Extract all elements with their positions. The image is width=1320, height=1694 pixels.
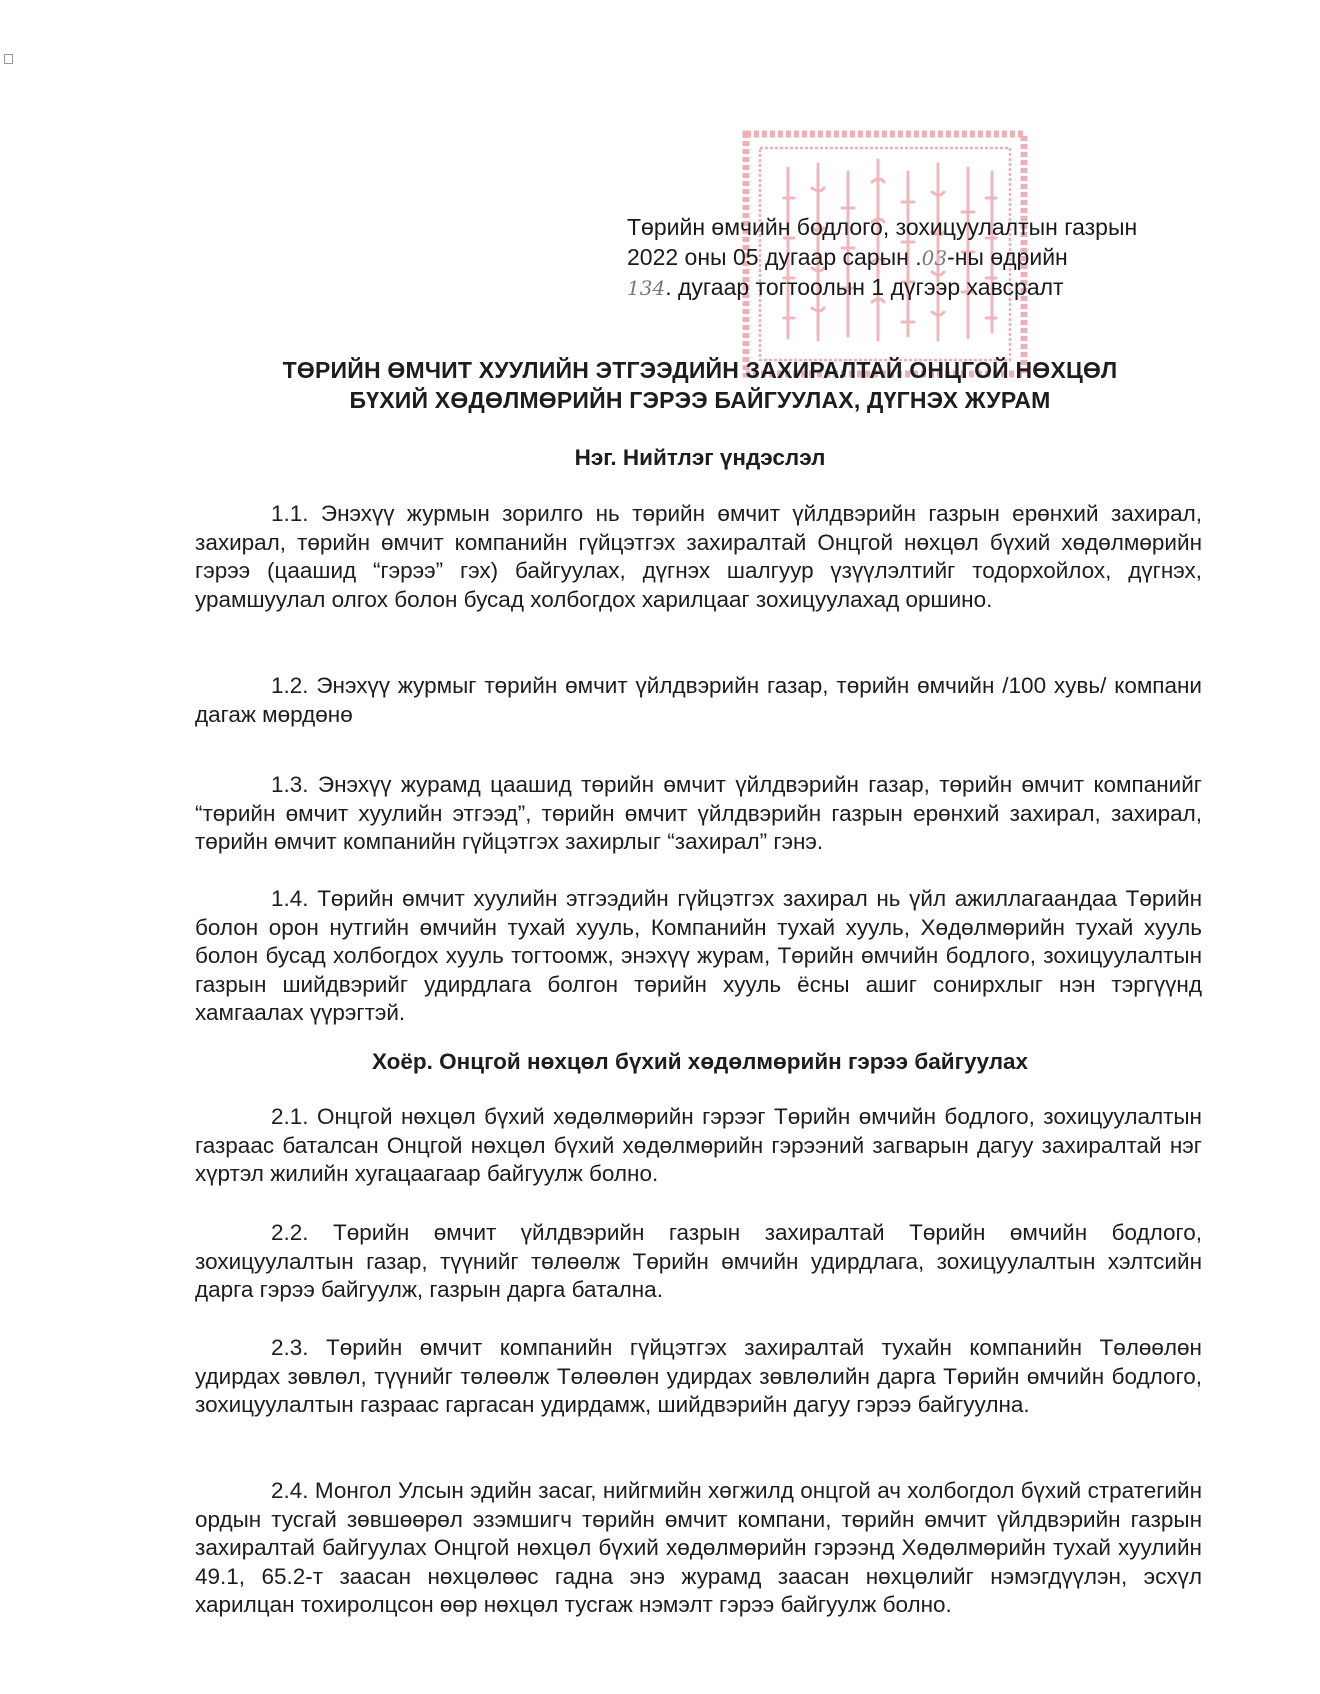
appendix-reference-note bbox=[627, 213, 1137, 304]
document-title-line-2: БҮХИЙ ХӨДӨЛМӨРИЙН ГЭРЭЭ БАЙГУУЛАХ, ДҮГНЭХ ЖУРАМ bbox=[349, 387, 1051, 413]
document-title-line-1: ТӨРИЙН ӨМЧИТ ХУУЛИЙН ЭТГЭЭДИЙН ЗАХИРАЛТАЙ ОНЦГОЙ НӨХЦӨЛ bbox=[282, 357, 1118, 383]
appendix-line-2 bbox=[627, 243, 1137, 274]
handwritten-day: 03 bbox=[921, 245, 948, 270]
document-title bbox=[200, 355, 1200, 415]
appendix-line-2-prefix: 2022 оны 05 дугаар сарын . bbox=[627, 243, 922, 270]
paragraph-1-4: 1.4. Төрийн өмчит хуулийн этгээдийн гүйцэтгэх захирал нь үйл ажиллагаандаа Төрийн болон орон нутгийн өмчийн тухай хууль, Компанийн тухай хууль, Хөдөлмөрийн тухай хууль болон бусад холбогдох хууль тогтоомж, энэхүү журам, Төрийн өмчийн бодлого, зохицуулалтын газрын шийдвэрийг удирдлага болгон төрийн хууль ёсны ашиг сонирхлыг нэн тэргүүнд хамгаалах үүрэгтэй. bbox=[195, 886, 1202, 1026]
handwritten-resolution-number: 134 bbox=[627, 276, 666, 300]
scan-corner-mark bbox=[4, 54, 13, 64]
paragraph-2-2: 2.2. Төрийн өмчит үйлдвэрийн газрын захиралтай Төрийн өмчийн бодлого, зохицуулалтын газар, түүнийг төлөөлж Төрийн өмчийн удирдлага, зохицуулалтын хэлтсийн дарга гэрээ байгуулж, газрын дарга батална. bbox=[195, 1220, 1202, 1303]
paragraph-1-3: 1.3. Энэхүү журамд цаашид төрийн өмчит үйлдвэрийн газар, төрийн өмчит компанийг “төрийн өмчит хуулийн этгээд”, төрийн өмчит үйлдвэрийн газрын ерөнхий захирал, захирал, төрийн өмчит компанийн гүйцэтгэх захирлыг “захирал” гэнэ. bbox=[195, 772, 1202, 855]
paragraph-2-4: 2.4. Монгол Улсын эдийн засаг, нийгмийн хөгжилд онцгой ач холбогдол бүхий стратегийн ордын тусгай зөвшөөрөл эзэмшигч төрийн өмчит компани, төрийн өмчит үйлдвэрийн газрын захиралтай байгуулах Онцгой нөхцөл бүхий хөдөлмөрийн гэрээнд Хөдөлмөрийн тухай хуулийн 49.1, 65.2-т заасан нөхцөлөөс гадна энэ журамд заасан нөхцөлийг нэмэгдүүлэн, эсхүл харилцан тохиролцсон өөр нөхцөл тусгаж нэмэлт гэрээ байгуулж болно. bbox=[195, 1478, 1202, 1618]
appendix-line-2-suffix: -ны өдрийн bbox=[947, 243, 1068, 270]
appendix-line-1: Төрийн өмчийн бодлого, зохицуулалтын газрын bbox=[627, 214, 1138, 240]
paragraph-2-3: 2.3. Төрийн өмчит компанийн гүйцэтгэх захиралтай тухайн компанийн Төлөөлөн удирдах зөвлөл, түүнийг төлөөлж Төлөөлөн удирдах зөвлөлийн дарга Төрийн өмчийн бодлого, зохицуулалтын газраас гаргасан удирдамж, шийдвэрийн дагуу гэрээ байгуулна. bbox=[195, 1335, 1202, 1418]
appendix-line-3-suffix: . дугаар тогтоолын 1 дүгээр хавсралт bbox=[665, 274, 1064, 300]
section-heading-1: Нэг. Нийтлэг үндэслэл bbox=[574, 445, 826, 470]
section-heading-2: Хоёр. Онцгой нөхцөл бүхий хөдөлмөрийн гэрээ байгуулах bbox=[371, 1049, 1029, 1074]
paragraph-1-2: 1.2. Энэхүү журмыг төрийн өмчит үйлдвэрийн газар, төрийн өмчийн /100 хувь/ компани дагаж мөрдөнө bbox=[195, 673, 1202, 727]
paragraph-1-1: 1.1. Энэхүү журмын зорилго нь төрийн өмчит үйлдвэрийн газрын ерөнхий захирал, захирал, төрийн өмчит компанийн гүйцэтгэх захиралтай Онцгой нөхцөл бүхий хөдөлмөрийн гэрээ (цаашид “гэрээ” гэх) байгуулах, дүгнэх шалгуур үзүүлэлтийг тодорхойлох, дүгнэх, урамшуулал олгох болон бусад холбогдох харилцааг зохицуулахад оршино. bbox=[195, 501, 1202, 612]
appendix-line-3 bbox=[627, 273, 1137, 304]
paragraph-2-1: 2.1. Онцгой нөхцөл бүхий хөдөлмөрийн гэрээг Төрийн өмчийн бодлого, зохицуулалтын газраас баталсан Онцгой нөхцөл бүхий хөдөлмөрийн гэрээний загварын дагуу захиралтай нэг хүртэл жилийн хугацаагаар байгуулж болно. bbox=[195, 1104, 1202, 1187]
